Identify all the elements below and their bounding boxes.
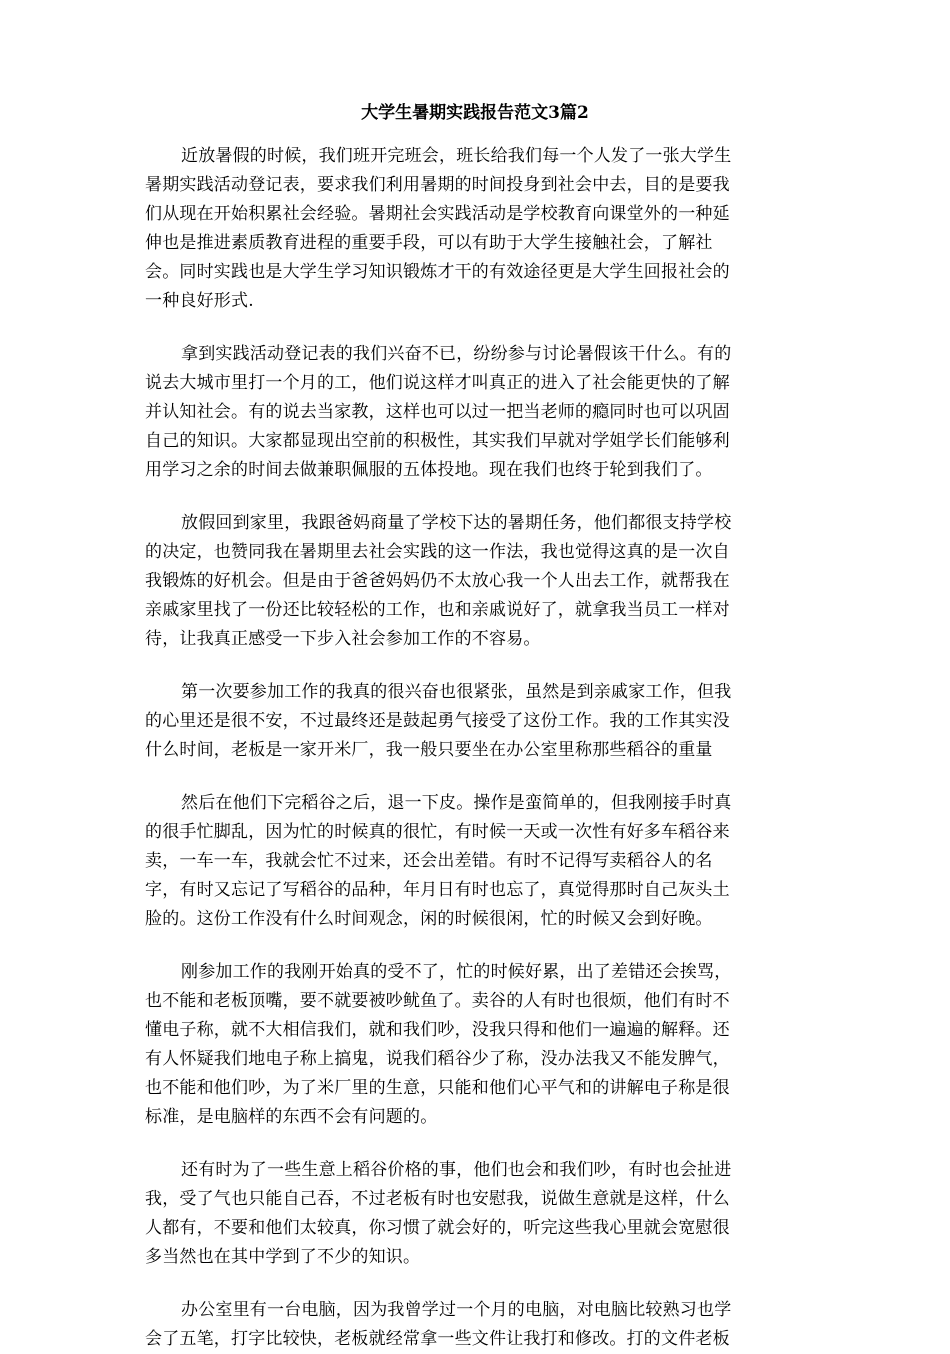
- paragraph-line: 我锻炼的好机会。但是由于爸爸妈妈仍不太放心我一个人出去工作，就帮我在: [145, 571, 730, 591]
- paragraph-line: 什么时间，老板是一家开米厂，我一般只要坐在办公室里称那些稻谷的重量: [145, 740, 713, 760]
- paragraph-line: 字，有时又忘记了写稻谷的品种，年月日有时也忘了，真觉得那时自己灰头土: [145, 880, 730, 900]
- paragraph-gap: [145, 485, 797, 509]
- paragraph-line: 懂电子称，就不大相信我们，就和我们吵，没我只得和他们一遍遍的解释。还: [145, 1020, 730, 1040]
- paragraph: [145, 340, 797, 485]
- paragraph-line: 刚参加工作的我刚开始真的受不了，忙的时候好累，出了差错还会挨骂，: [181, 962, 732, 982]
- paragraph-line: 有人怀疑我们地电子称上搞鬼，说我们稻谷少了称，没办法我又不能发脾气，: [145, 1049, 730, 1069]
- paragraph-line: 亲戚家里找了一份还比较轻松的工作，也和亲戚说好了，就拿我当员工一样对: [145, 600, 730, 620]
- paragraph-line: 用学习之余的时间去做兼职佩服的五体投地。现在我们也终于轮到我们了。: [145, 460, 713, 480]
- paragraph-line: 们从现在开始积累社会经验。暑期社会实践活动是学校教育向课堂外的一种延: [145, 204, 730, 224]
- paragraph: [145, 1156, 797, 1272]
- paragraph-line: 的决定，也赞同我在暑期里去社会实践的这一作法，我也觉得这真的是一次自: [145, 542, 730, 562]
- paragraph-line: 办公室里有一台电脑，因为我曾学过一个月的电脑，对电脑比较熟习也学: [181, 1300, 732, 1320]
- paragraph-line: 脸的。这份工作没有什么时间观念，闲的时候很闲，忙的时候又会到好晚。: [145, 909, 713, 929]
- paragraph-line: 的很手忙脚乱，因为忙的时候真的很忙，有时候一天或一次性有好多车稻谷来: [145, 822, 730, 842]
- paragraph-line: 标准，是电脑样的东西不会有问题的。: [145, 1107, 438, 1127]
- paragraph-gap: [145, 1272, 797, 1296]
- paragraph-line: 自己的知识。大家都显现出空前的积极性，其实我们早就对学姐学长们能够利: [145, 431, 730, 451]
- paragraph: [145, 789, 797, 934]
- document-title: 大学生暑期实践报告范文3篇2: [361, 103, 589, 123]
- paragraph-line: 近放暑假的时候，我们班开完班会，班长给我们每一个人发了一张大学生: [181, 146, 732, 166]
- paragraph-line: 伸也是推进素质教育进程的重要手段，可以有助于大学生接触社会，了解社: [145, 233, 713, 253]
- paragraph-line: 人都有，不要和他们太较真，你习惯了就会好的，听完这些我心里就会宽慰很: [145, 1218, 730, 1238]
- paragraph-line: 一种良好形式.: [145, 291, 254, 311]
- paragraph-line: 暑期实践活动登记表，要求我们利用暑期的时间投身到社会中去，目的是要我: [145, 175, 730, 195]
- paragraph: [145, 509, 797, 654]
- paragraph: [145, 958, 797, 1132]
- paragraph-line: 拿到实践活动登记表的我们兴奋不已，纷纷参与讨论暑假该干什么。有的: [181, 344, 732, 364]
- paragraph-line: 的心里还是很不安，不过最终还是鼓起勇气接受了这份工作。我的工作其实没: [145, 711, 730, 731]
- paragraph-line: 第一次要参加工作的我真的很兴奋也很紧张，虽然是到亲戚家工作，但我: [181, 682, 732, 702]
- paragraph-line: 并认知社会。有的说去当家教，这样也可以过一把当老师的瘾同时也可以巩固: [145, 402, 730, 422]
- paragraph-gap: [145, 934, 797, 958]
- paragraph-line: 还有时为了一些生意上稻谷价格的事，他们也会和我们吵，有时也会扯进: [181, 1160, 732, 1180]
- paragraph-gap: [145, 765, 797, 789]
- paragraph-line: 说去大城市里打一个月的工，他们说这样才叫真正的进入了社会能更快的了解: [145, 373, 730, 393]
- paragraph-line: 卖，一车一车，我就会忙不过来，还会出差错。有时不记得写卖稻谷人的名: [145, 851, 713, 871]
- paragraph: [145, 142, 797, 316]
- paragraph-line: 会了五笔，打字比较快，老板就经常拿一些文件让我打和修改。打的文件老板: [145, 1329, 730, 1349]
- paragraph-line: 也不能和他们吵，为了米厂里的生意，只能和他们心平气和的讲解电子称是很: [145, 1078, 730, 1098]
- paragraph-line: 多当然也在其中学到了不少的知识。: [145, 1247, 421, 1267]
- document-body: [145, 142, 797, 1354]
- paragraph-gap: [145, 1132, 797, 1156]
- paragraph: [145, 678, 797, 765]
- paragraph-line: 我，受了气也只能自己吞，不过老板有时也安慰我，说做生意就是这样，什么: [145, 1189, 730, 1209]
- paragraph-line: 然后在他们下完稻谷之后，退一下皮。操作是蛮简单的，但我刚接手时真: [181, 793, 732, 813]
- paragraph-gap: [145, 654, 797, 678]
- paragraph-line: 待，让我真正感受一下步入社会参加工作的不容易。: [145, 629, 541, 649]
- paragraph-line: 也不能和老板顶嘴，要不就要被吵鱿鱼了。卖谷的人有时也很烦，他们有时不: [145, 991, 730, 1011]
- paragraph-gap: [145, 316, 797, 340]
- paragraph-line: 放假回到家里，我跟爸妈商量了学校下达的暑期任务，他们都很支持学校: [181, 513, 732, 533]
- paragraph-line: 会。同时实践也是大学生学习知识锻炼才干的有效途径更是大学生回报社会的: [145, 262, 730, 282]
- paragraph: [145, 1296, 797, 1354]
